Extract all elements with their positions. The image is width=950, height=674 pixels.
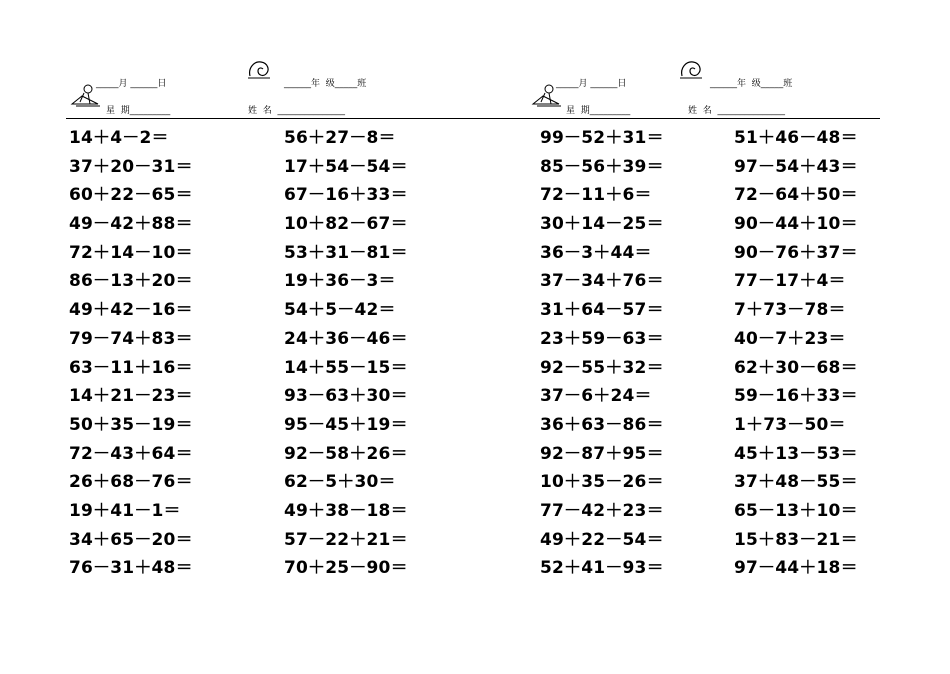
math-problem: 19＋41－1＝ (69, 500, 181, 521)
math-problem: 26＋68－76＝ (69, 472, 193, 493)
math-problem: 1＋73－50＝ (734, 414, 846, 435)
name-field: 姓 名 _______________ (688, 106, 785, 116)
math-problem: 92－87＋95＝ (540, 443, 664, 464)
math-problem: 77－42＋23＝ (540, 500, 664, 521)
math-problem: 56＋27－8＝ (284, 128, 396, 148)
math-problem: 92－55＋32＝ (540, 357, 664, 378)
math-problem: 90－44＋10＝ (734, 214, 858, 235)
math-problem: 85－56＋39＝ (540, 156, 664, 177)
math-problem: 90－76＋37＝ (734, 242, 858, 263)
math-problem: 67－16＋33＝ (284, 185, 408, 206)
math-problem: 70＋25－90＝ (284, 558, 408, 579)
snail-icon (246, 58, 272, 82)
math-problem: 63－11＋16＝ (69, 357, 193, 378)
math-problem: 7＋73－78＝ (734, 300, 846, 321)
math-problem: 37－6＋24＝ (540, 386, 652, 407)
weekday-field: 星 期_________ (106, 106, 171, 116)
math-problem: 45＋13－53＝ (734, 443, 858, 464)
math-problem: 60＋22－65＝ (69, 185, 193, 206)
grade-class-field: ______年 级_____班 (284, 79, 367, 89)
problem-column-2 (284, 124, 408, 583)
snail-icon (678, 58, 704, 82)
math-problem: 49＋38－18＝ (284, 500, 408, 521)
math-problem: 86－13＋20＝ (69, 271, 193, 292)
math-problem: 65－13＋10＝ (734, 500, 858, 521)
math-problem: 37＋20－31＝ (69, 156, 193, 177)
problem-column-3 (540, 124, 664, 583)
math-problem: 57－22＋21＝ (284, 529, 408, 550)
math-problem: 52＋41－93＝ (540, 558, 664, 579)
math-problem: 15＋83－21＝ (734, 529, 858, 550)
math-problem: 31＋64－57＝ (540, 300, 664, 321)
math-problem: 93－63＋30＝ (284, 386, 408, 407)
date-field: _____月 ______日 (96, 79, 167, 89)
math-problem: 72－11＋6＝ (540, 185, 652, 206)
math-problem: 49－42＋88＝ (69, 214, 193, 235)
math-problem: 77－17＋4＝ (734, 271, 846, 292)
math-problem: 14＋4－2＝ (69, 128, 169, 148)
math-problem: 10＋82－67＝ (284, 214, 408, 235)
math-problem: 17＋54－54＝ (284, 156, 408, 177)
grade-class-field: ______年 级_____班 (710, 79, 793, 89)
math-problem: 62＋30－68＝ (734, 357, 858, 378)
math-problem: 51＋46－48＝ (734, 128, 858, 148)
math-problem: 19＋36－3＝ (284, 271, 396, 292)
name-field: 姓 名 _______________ (248, 106, 345, 116)
math-problem: 49＋42－16＝ (69, 300, 193, 321)
math-problem: 92－58＋26＝ (284, 443, 408, 464)
math-problem: 72－64＋50＝ (734, 185, 858, 206)
math-problem: 49＋22－54＝ (540, 529, 664, 550)
math-problem: 50＋35－19＝ (69, 414, 193, 435)
math-problem: 14＋21－23＝ (69, 386, 193, 407)
math-problem: 37＋48－55＝ (734, 472, 858, 493)
math-problem: 24＋36－46＝ (284, 328, 408, 349)
math-problem: 79－74＋83＝ (69, 328, 193, 349)
math-problem: 53＋31－81＝ (284, 242, 408, 263)
header-divider (66, 118, 880, 119)
math-problem: 97－44＋18＝ (734, 558, 858, 579)
math-problem: 59－16＋33＝ (734, 386, 858, 407)
math-problem: 62－5＋30＝ (284, 472, 396, 493)
math-problem: 40－7＋23＝ (734, 328, 846, 349)
math-problem: 14＋55－15＝ (284, 357, 408, 378)
math-problem: 34＋65－20＝ (69, 529, 193, 550)
math-problem: 72－43＋64＝ (69, 443, 193, 464)
math-problem: 99－52＋31＝ (540, 128, 664, 148)
math-problem: 10＋35－26＝ (540, 472, 664, 493)
date-field: _____月 ______日 (556, 79, 627, 89)
worksheet-header (0, 0, 950, 120)
math-problem: 37－34＋76＝ (540, 271, 664, 292)
weekday-field: 星 期_________ (566, 106, 631, 116)
math-problem: 72＋14－10＝ (69, 242, 193, 263)
math-problem: 95－45＋19＝ (284, 414, 408, 435)
math-problem: 30＋14－25＝ (540, 214, 664, 235)
problem-column-4 (734, 124, 858, 583)
math-problem: 36＋63－86＝ (540, 414, 664, 435)
problem-column-1 (69, 124, 193, 583)
math-problem: 54＋5－42＝ (284, 300, 396, 321)
math-problem: 23＋59－63＝ (540, 328, 664, 349)
math-problem: 36－3＋44＝ (540, 242, 652, 263)
math-problem: 76－31＋48＝ (69, 558, 193, 579)
math-problem: 97－54＋43＝ (734, 156, 858, 177)
